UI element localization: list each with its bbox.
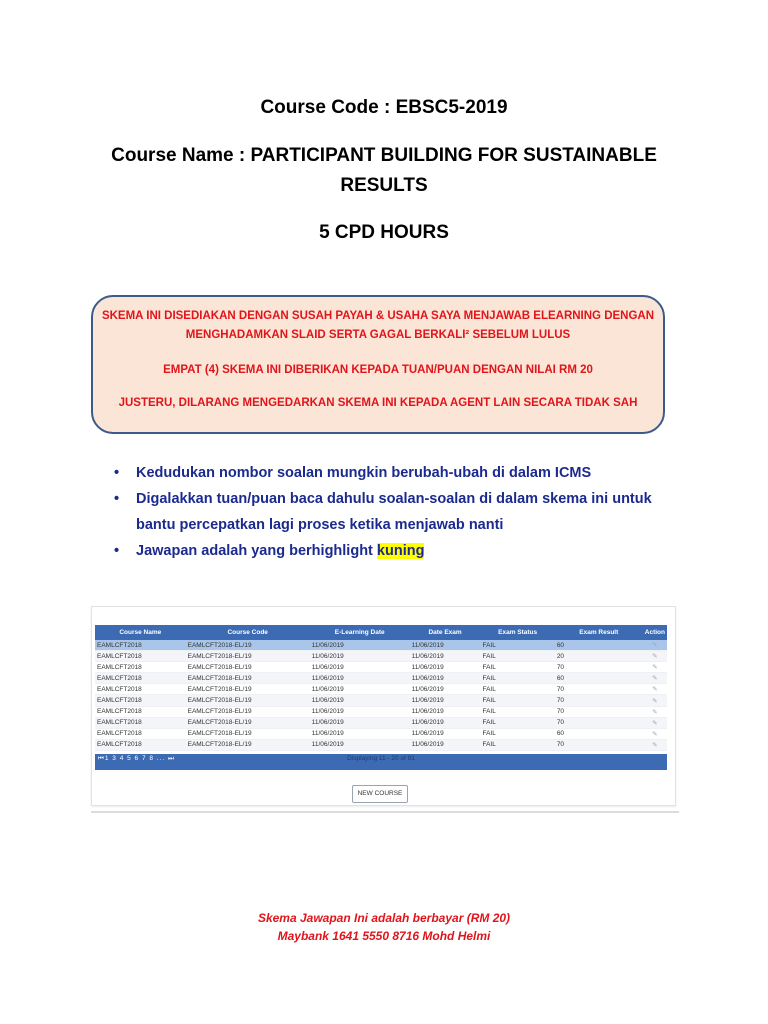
footer-line-2: Maybank 1641 5550 8716 Mohd Helmi <box>277 929 491 943</box>
cell-course-name: EAMLCFT2018 <box>95 640 186 651</box>
cell-exam-result: 70 <box>555 684 643 695</box>
course-name-line-1: Course Name : PARTICIPANT BUILDING FOR SUSTAINABLE <box>111 145 657 166</box>
notice-line-2: EMPAT (4) SKEMA INI DIBERIKAN KEPADA TUAN/PUAN DENGAN NILAI RM 20 <box>163 364 593 376</box>
bullet-icon: • <box>114 465 120 481</box>
cell-exam-date: 11/06/2019 <box>410 728 481 739</box>
cell-exam-status: FAIL <box>480 662 554 673</box>
cell-exam-date: 11/06/2019 <box>410 695 481 706</box>
cell-exam-status: FAIL <box>480 706 554 717</box>
table-row[interactable] <box>95 640 667 651</box>
highlighted-word: kuning <box>376 543 425 559</box>
edit-pencil-icon[interactable]: ✎ <box>643 684 667 695</box>
pager-display-text: Displaying 11 - 20 of 91 <box>347 755 415 762</box>
cell-elearning-date: 11/06/2019 <box>310 640 410 651</box>
pager-pages[interactable]: ⏮1 3 4 5 6 7 8 ... ⏭ <box>98 755 175 762</box>
cell-exam-date: 11/06/2019 <box>410 717 481 728</box>
cell-exam-result: 60 <box>555 673 643 684</box>
cell-elearning-date: 11/06/2019 <box>310 673 410 684</box>
divider <box>91 811 679 813</box>
column-header-exam-status[interactable]: Exam Status <box>480 625 554 640</box>
column-header-course-code[interactable]: Course Code <box>186 625 310 640</box>
bullet-icon: • <box>114 543 120 559</box>
cell-exam-result: 70 <box>555 695 643 706</box>
table-row[interactable] <box>95 706 667 717</box>
cell-course-code: EAMLCFT2018-EL/19 <box>186 695 310 706</box>
edit-pencil-icon[interactable]: ✎ <box>643 651 667 662</box>
cell-course-code: EAMLCFT2018-EL/19 <box>186 673 310 684</box>
column-header-elearning-date[interactable]: E-Learning Date <box>310 625 410 640</box>
table-body <box>95 640 667 750</box>
cell-course-code: EAMLCFT2018-EL/19 <box>186 739 310 750</box>
cell-course-code: EAMLCFT2018-EL/19 <box>186 662 310 673</box>
cell-exam-date: 11/06/2019 <box>410 640 481 651</box>
cell-course-code: EAMLCFT2018-EL/19 <box>186 684 310 695</box>
cell-course-name: EAMLCFT2018 <box>95 728 186 739</box>
edit-pencil-icon[interactable]: ✎ <box>643 695 667 706</box>
edit-pencil-icon[interactable]: ✎ <box>643 706 667 717</box>
cell-course-name: EAMLCFT2018 <box>95 739 186 750</box>
table-row[interactable] <box>95 673 667 684</box>
cell-elearning-date: 11/06/2019 <box>310 728 410 739</box>
table-row[interactable] <box>95 662 667 673</box>
cell-course-code: EAMLCFT2018-EL/19 <box>186 651 310 662</box>
cell-course-name: EAMLCFT2018 <box>95 673 186 684</box>
cell-exam-status: FAIL <box>480 728 554 739</box>
cell-elearning-date: 11/06/2019 <box>310 739 410 750</box>
cell-exam-date: 11/06/2019 <box>410 651 481 662</box>
footer-line-1: Skema Jawapan Ini adalah berbayar (RM 20) <box>257 911 511 925</box>
course-name-heading <box>0 141 768 201</box>
bullet-text-2: Digalakkan tuan/puan baca dahulu soalan-soalan di dalam skema ini untuk bantu percepatkan lagi proses ketika menjawab nanti <box>136 491 652 533</box>
cell-elearning-date: 11/06/2019 <box>310 684 410 695</box>
bullet-icon: • <box>114 491 120 507</box>
course-code-heading: Course Code : EBSC5-2019 <box>260 97 508 118</box>
table-header-row <box>95 625 667 640</box>
table-row[interactable] <box>95 695 667 706</box>
cell-exam-date: 11/06/2019 <box>410 684 481 695</box>
edit-pencil-icon[interactable]: ✎ <box>643 717 667 728</box>
cell-course-name: EAMLCFT2018 <box>95 684 186 695</box>
cell-exam-result: 70 <box>555 662 643 673</box>
cell-exam-status: FAIL <box>480 651 554 662</box>
cell-course-code: EAMLCFT2018-EL/19 <box>186 640 310 651</box>
payment-footer <box>0 909 768 945</box>
cell-exam-status: FAIL <box>480 739 554 750</box>
cell-exam-status: FAIL <box>480 684 554 695</box>
cell-exam-result: 60 <box>555 728 643 739</box>
list-item <box>110 538 670 564</box>
bullet-text-3: Jawapan adalah yang berhighlight <box>136 543 377 559</box>
cell-exam-date: 11/06/2019 <box>410 739 481 750</box>
table-row[interactable] <box>95 651 667 662</box>
list-item <box>110 486 670 538</box>
cell-exam-status: FAIL <box>480 673 554 684</box>
exam-results-table <box>95 625 667 751</box>
cell-elearning-date: 11/06/2019 <box>310 662 410 673</box>
cell-course-code: EAMLCFT2018-EL/19 <box>186 717 310 728</box>
cell-exam-result: 70 <box>555 717 643 728</box>
cell-exam-date: 11/06/2019 <box>410 662 481 673</box>
cell-exam-result: 20 <box>555 651 643 662</box>
edit-pencil-icon[interactable]: ✎ <box>643 673 667 684</box>
table-row[interactable] <box>95 728 667 739</box>
cell-course-name: EAMLCFT2018 <box>95 662 186 673</box>
cell-exam-status: FAIL <box>480 695 554 706</box>
notice-line-1: SKEMA INI DISEDIAKAN DENGAN SUSAH PAYAH & USAHA SAYA MENJAWAB ELEARNING DENGAN MENGHADAMKAN SLAID SERTA GAGAL BERKALI² SEBELUM LULUS <box>101 310 655 341</box>
notice-line-3: JUSTERU, DILARANG MENGEDARKAN SKEMA INI KEPADA AGENT LAIN SECARA TIDAK SAH <box>118 397 638 409</box>
cell-exam-date: 11/06/2019 <box>410 673 481 684</box>
cell-exam-date: 11/06/2019 <box>410 706 481 717</box>
cell-course-name: EAMLCFT2018 <box>95 695 186 706</box>
new-course-button[interactable]: NEW COURSE <box>352 785 408 803</box>
edit-pencil-icon[interactable]: ✎ <box>643 662 667 673</box>
table-row[interactable] <box>95 684 667 695</box>
cell-elearning-date: 11/06/2019 <box>310 706 410 717</box>
list-item <box>110 460 670 486</box>
course-name-line-2: RESULTS <box>340 175 428 196</box>
column-header-course-name[interactable]: Course Name <box>95 625 186 640</box>
notice-box <box>91 295 665 434</box>
exam-results-panel <box>91 606 676 806</box>
cell-course-code: EAMLCFT2018-EL/19 <box>186 706 310 717</box>
cell-exam-status: FAIL <box>480 640 554 651</box>
cell-elearning-date: 11/06/2019 <box>310 695 410 706</box>
table-row[interactable] <box>95 739 667 750</box>
column-header-action[interactable]: Action <box>643 625 667 640</box>
cell-exam-result: 70 <box>555 706 643 717</box>
pager-bar <box>95 754 667 770</box>
cell-course-name: EAMLCFT2018 <box>95 706 186 717</box>
column-header-exam-result[interactable]: Exam Result <box>555 625 643 640</box>
cell-elearning-date: 11/06/2019 <box>310 717 410 728</box>
cpd-hours-heading: 5 CPD HOURS <box>319 222 449 243</box>
edit-pencil-icon[interactable]: ✎ <box>643 640 667 651</box>
cell-course-name: EAMLCFT2018 <box>95 651 186 662</box>
cell-course-code: EAMLCFT2018-EL/19 <box>186 728 310 739</box>
column-header-exam-date[interactable]: Date Exam <box>410 625 481 640</box>
cell-exam-result: 60 <box>555 640 643 651</box>
cell-exam-result: 70 <box>555 739 643 750</box>
cell-course-name: EAMLCFT2018 <box>95 717 186 728</box>
edit-pencil-icon[interactable]: ✎ <box>643 728 667 739</box>
edit-pencil-icon[interactable]: ✎ <box>643 739 667 750</box>
bullet-text-1: Kedudukan nombor soalan mungkin berubah-ubah di dalam ICMS <box>136 465 592 481</box>
table-row[interactable] <box>95 717 667 728</box>
cell-exam-status: FAIL <box>480 717 554 728</box>
instruction-list <box>110 460 670 564</box>
cell-elearning-date: 11/06/2019 <box>310 651 410 662</box>
